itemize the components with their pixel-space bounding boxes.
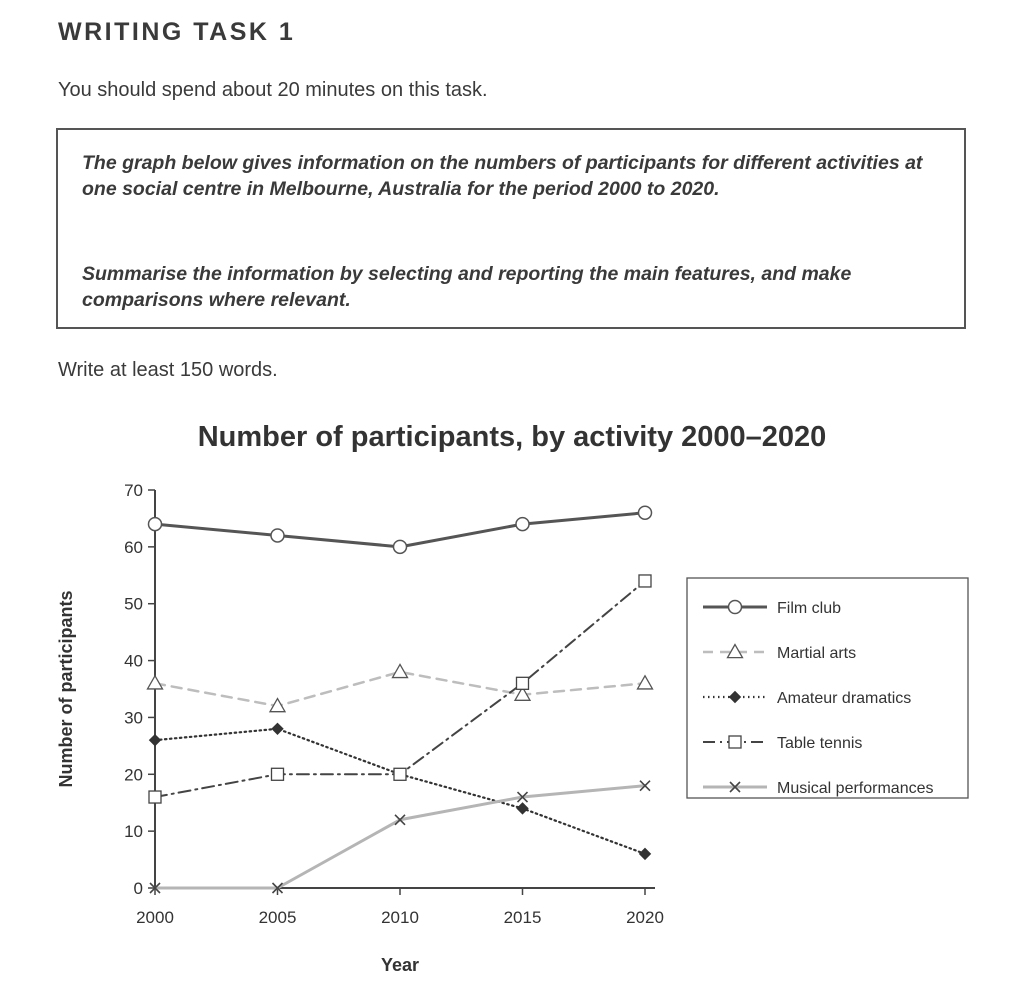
legend-label: Table tennis: [777, 735, 863, 752]
y-tick-label: 0: [133, 879, 143, 898]
y-tick-label: 60: [124, 537, 143, 557]
time-instruction: You should spend about 20 minutes on this task.: [58, 79, 488, 101]
x-tick-label: 2020: [626, 908, 664, 927]
chart-legend: [687, 578, 968, 798]
y-tick-label: 40: [124, 651, 143, 671]
y-axis-title: Number of participants: [56, 590, 76, 788]
data-point: [150, 735, 161, 746]
data-point: [148, 676, 163, 689]
legend-label: Martial arts: [777, 645, 857, 662]
chart-title: Number of participants, by activity 2000–2020: [197, 421, 827, 453]
series-film-club: [149, 506, 652, 553]
data-point: [272, 723, 283, 734]
task-heading: WRITING TASK 1: [58, 18, 296, 46]
x-tick-label: 2010: [381, 908, 419, 927]
data-point: [640, 848, 651, 859]
task-description: The graph below gives information on the numbers of participants for different activities at one social centre in Melbourne, Australia for the period 2000 to 2020.: [82, 152, 923, 200]
chart-series: [148, 506, 653, 893]
x-tick-label: 2015: [503, 908, 542, 927]
data-point: [272, 768, 284, 780]
legend-label: Amateur dramatics: [777, 690, 912, 707]
data-point: [639, 575, 651, 587]
x-tick-label: 2000: [136, 908, 174, 927]
data-point: [516, 518, 529, 531]
word-count-instruction: Write at least 150 words.: [58, 359, 278, 381]
y-tick-label: 50: [124, 594, 143, 614]
data-point: [394, 768, 406, 780]
legend-label: Film club: [777, 600, 842, 617]
y-tick-label: 20: [124, 765, 143, 785]
data-point: [517, 677, 529, 689]
x-axis-title: Year: [380, 955, 420, 975]
legend-label: Musical performances: [777, 780, 934, 797]
y-tick-label: 30: [124, 708, 143, 728]
data-point: [639, 506, 652, 519]
task-directive: Summarise the information by selecting and reporting the main features, and make comparisons where relevant.: [82, 263, 852, 311]
data-point: [149, 791, 161, 803]
legend-marker: [729, 601, 742, 614]
series-line: [155, 786, 645, 888]
data-point: [517, 803, 528, 814]
data-point: [394, 540, 407, 553]
x-tick-label: 2005: [258, 908, 297, 927]
data-point: [638, 676, 653, 689]
data-point: [271, 529, 284, 542]
series-musical-performances: [150, 781, 650, 893]
y-tick-label: 70: [124, 481, 143, 500]
y-tick-label: 10: [124, 822, 143, 842]
data-point: [149, 518, 162, 531]
data-point: [393, 664, 408, 677]
legend-marker: [729, 736, 741, 748]
series-martial-arts: [148, 664, 653, 711]
